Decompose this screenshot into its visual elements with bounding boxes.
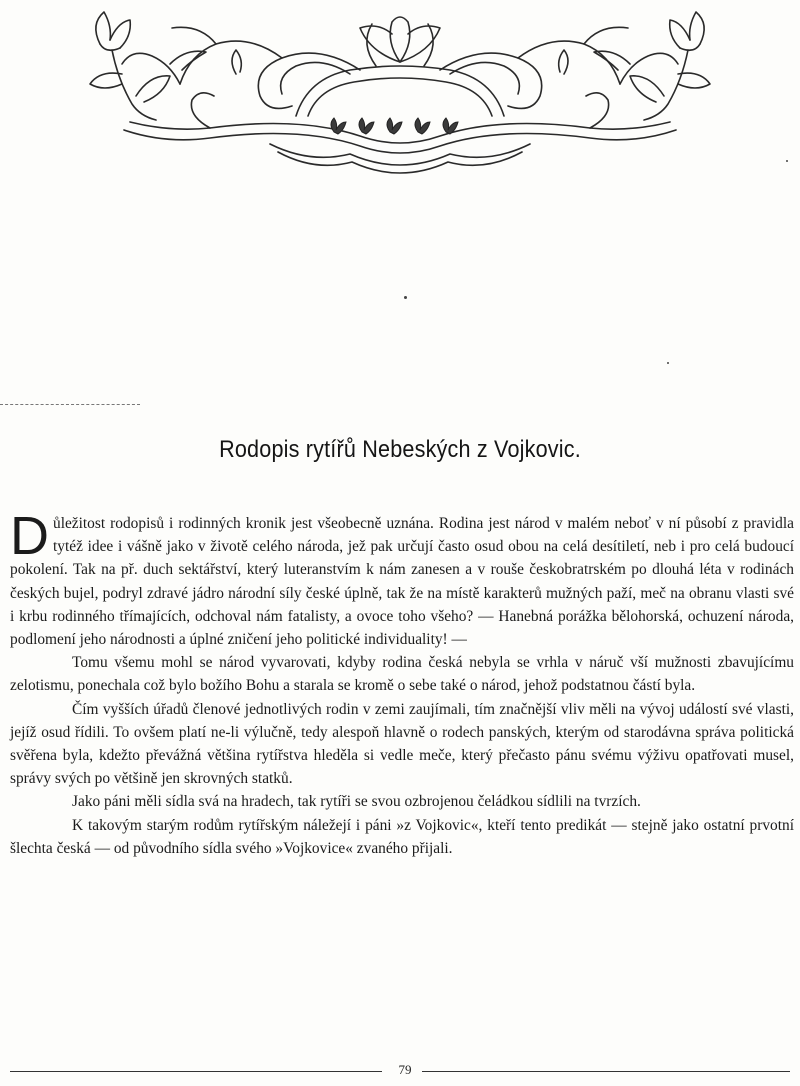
- document-title: Rodopis rytířů Nebeských z Vojkovic.: [219, 436, 581, 463]
- document-body: [10, 506, 794, 860]
- paragraph-1-text: ůležitost rodopisů i rodinných kronik jest všeobecně uznána. Rodina jest národ v malém neboť v ní působí z pravidla tytéž idee i vášně jako v životě celého národa, jež pak určují často osud obou na celá desítiletí, neb i pro celá budoucí pokolení. Tak na př. duch sektářství, který luteranstvím k nám zanesen a v rouše českobratrském po dlouhá léta v rodinách českých bujel, podryl zdravé jádro národní síly české úplně, tak že na místě karakterů mužných paží, meč na obranu vlasti své i krbu rodinného třímajících, odchoval nám fatalisty, a ovoce toho všeho? — Hanebná porážka bělohorská, ochuzení národa, podlomení jeho národnosti a úplné zničení jeho politické individuality! —: [10, 515, 794, 649]
- paragraph-5: K takovým starým rodům rytířským náležejí i páni »z Vojkovic«, kteří tento predikát — stejně jako ostatní prvotní šlechta česká — od původního sídla svého »Vojkovice« zvaného přijali.: [10, 816, 794, 857]
- scan-artifact-line: [0, 404, 140, 405]
- paragraph-2: Tomu všemu mohl se národ vyvarovati, kdyby rodina česká nebyla se vrhla v náruč vší mužnosti zbavujícímu zelotismu, ponechala což bylo božího Bohu a starala se kromě o sebe také o národ, jehož podstatnou částí byla.: [10, 654, 794, 695]
- scan-speck: [404, 296, 407, 299]
- footer-rule-left: [10, 1071, 382, 1072]
- scan-speck: [667, 362, 669, 364]
- paragraph-4: Jako páni měli sídla svá na hradech, tak rytíři se svou ozbrojenou čeládkou sídlili na tvrzích.: [72, 793, 641, 811]
- scan-speck: [786, 160, 788, 162]
- page-footer: [10, 1062, 790, 1086]
- page-number: 79: [398, 1062, 412, 1077]
- paragraph-3: Čím vyšších úřadů členové jednotlivých rodin v zemi zaujímali, tím značnější vliv měli na vývoj událostí své vlasti, jejíž osud řídili. To ovšem platí ne-li výlučně, tedy alespoň hlavně o rodech panských, kterým od starodávna správa politická svěřena byla, kdežto převážná většina rytířstva hleděla si vedle meče, který přečasto pánu svému výživu opatřovati musel, správy svých po většině jen skrovných statků.: [10, 700, 794, 788]
- art-nouveau-header-ornament: [60, 4, 740, 176]
- drop-cap: D: [10, 506, 49, 566]
- paragraph-1: [10, 506, 794, 651]
- footer-rule-right: [422, 1071, 790, 1072]
